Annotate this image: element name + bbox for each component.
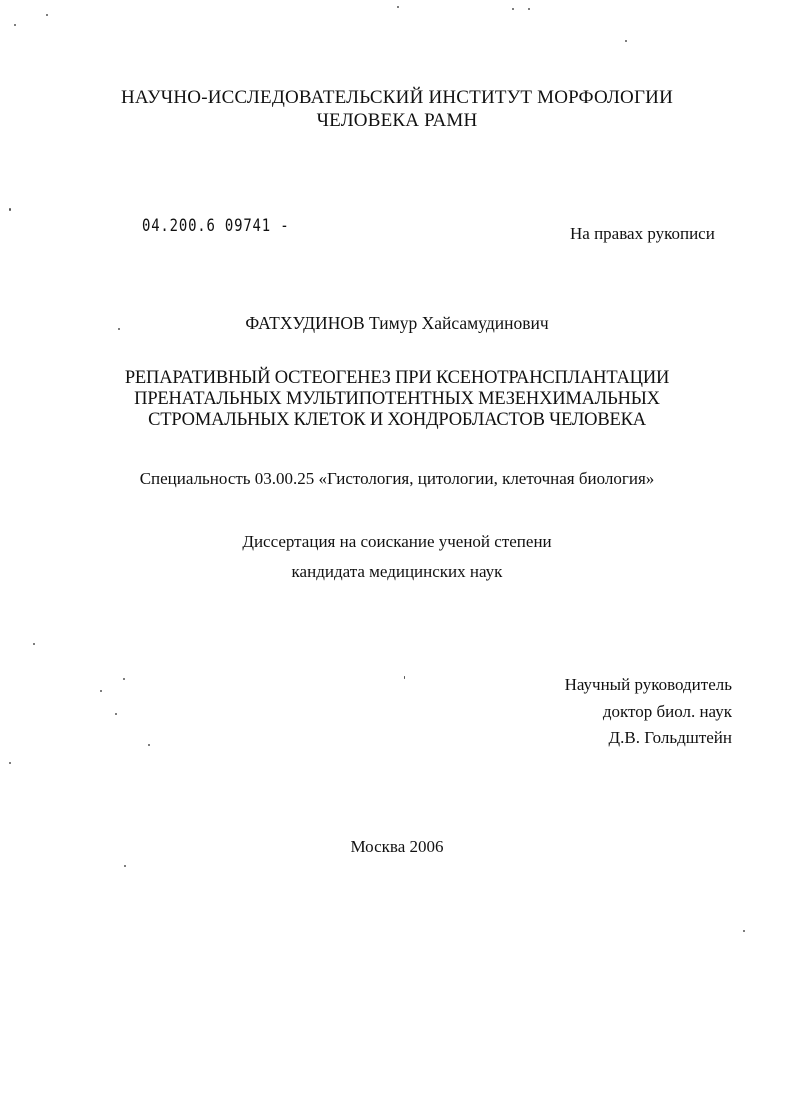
degree-line-2: кандидата медицинских наук <box>291 562 503 581</box>
dissertation-title <box>0 368 794 431</box>
scan-speck <box>124 865 126 867</box>
scan-speck <box>397 6 399 8</box>
scan-speck <box>625 40 627 42</box>
specialty: Специальность 03.00.25 «Гистология, цитологии, клеточная биология» <box>139 469 655 488</box>
scan-speck <box>9 208 11 211</box>
supervisor-name: Д.В. Гольдштейн <box>608 728 732 747</box>
scan-speck <box>528 8 530 10</box>
scan-speck <box>123 678 125 680</box>
registration-stamp <box>142 216 289 236</box>
scan-speck <box>404 676 405 679</box>
degree-statement <box>0 527 794 587</box>
stamp-number: 04.200.6 09741 <box>142 216 271 236</box>
author-name: ФАТХУДИНОВ Тимур Хайсамудинович <box>245 313 549 333</box>
scan-speck <box>100 690 102 692</box>
title-line-2: ПРЕНАТАЛЬНЫХ МУЛЬТИПОТЕНТНЫХ МЕЗЕНХИМАЛЬНЫХ <box>134 389 660 409</box>
scan-speck <box>33 643 35 645</box>
degree-line-1: Диссертация на соискание ученой степени <box>242 532 552 551</box>
institute-name <box>0 86 794 132</box>
stamp-dash: - <box>270 216 290 236</box>
city-year: Москва 2006 <box>350 837 444 856</box>
supervisor-role: Научный руководитель <box>564 675 732 694</box>
supervisor-degree: доктор биол. наук <box>602 701 732 721</box>
scan-speck <box>46 14 48 16</box>
scan-speck <box>9 762 11 764</box>
scan-speck <box>743 930 745 932</box>
scan-speck <box>148 744 150 746</box>
institute-line-2: ЧЕЛОВЕКА РАМН <box>316 110 478 131</box>
scan-speck <box>115 713 117 715</box>
supervisor-block <box>565 672 732 752</box>
title-line-3: СТРОМАЛЬНЫХ КЛЕТОК И ХОНДРОБЛАСТОВ ЧЕЛОВЕКА <box>148 410 646 430</box>
rights-note: На правах рукописи <box>570 224 715 243</box>
institute-line-1: НАУЧНО-ИССЛЕДОВАТЕЛЬСКИЙ ИНСТИТУТ МОРФОЛОГИИ <box>120 87 674 108</box>
scan-speck <box>14 24 16 26</box>
scan-speck <box>512 8 514 10</box>
title-line-1: РЕПАРАТИВНЫЙ ОСТЕОГЕНЕЗ ПРИ КСЕНОТРАНСПЛАНТАЦИИ <box>124 368 670 388</box>
